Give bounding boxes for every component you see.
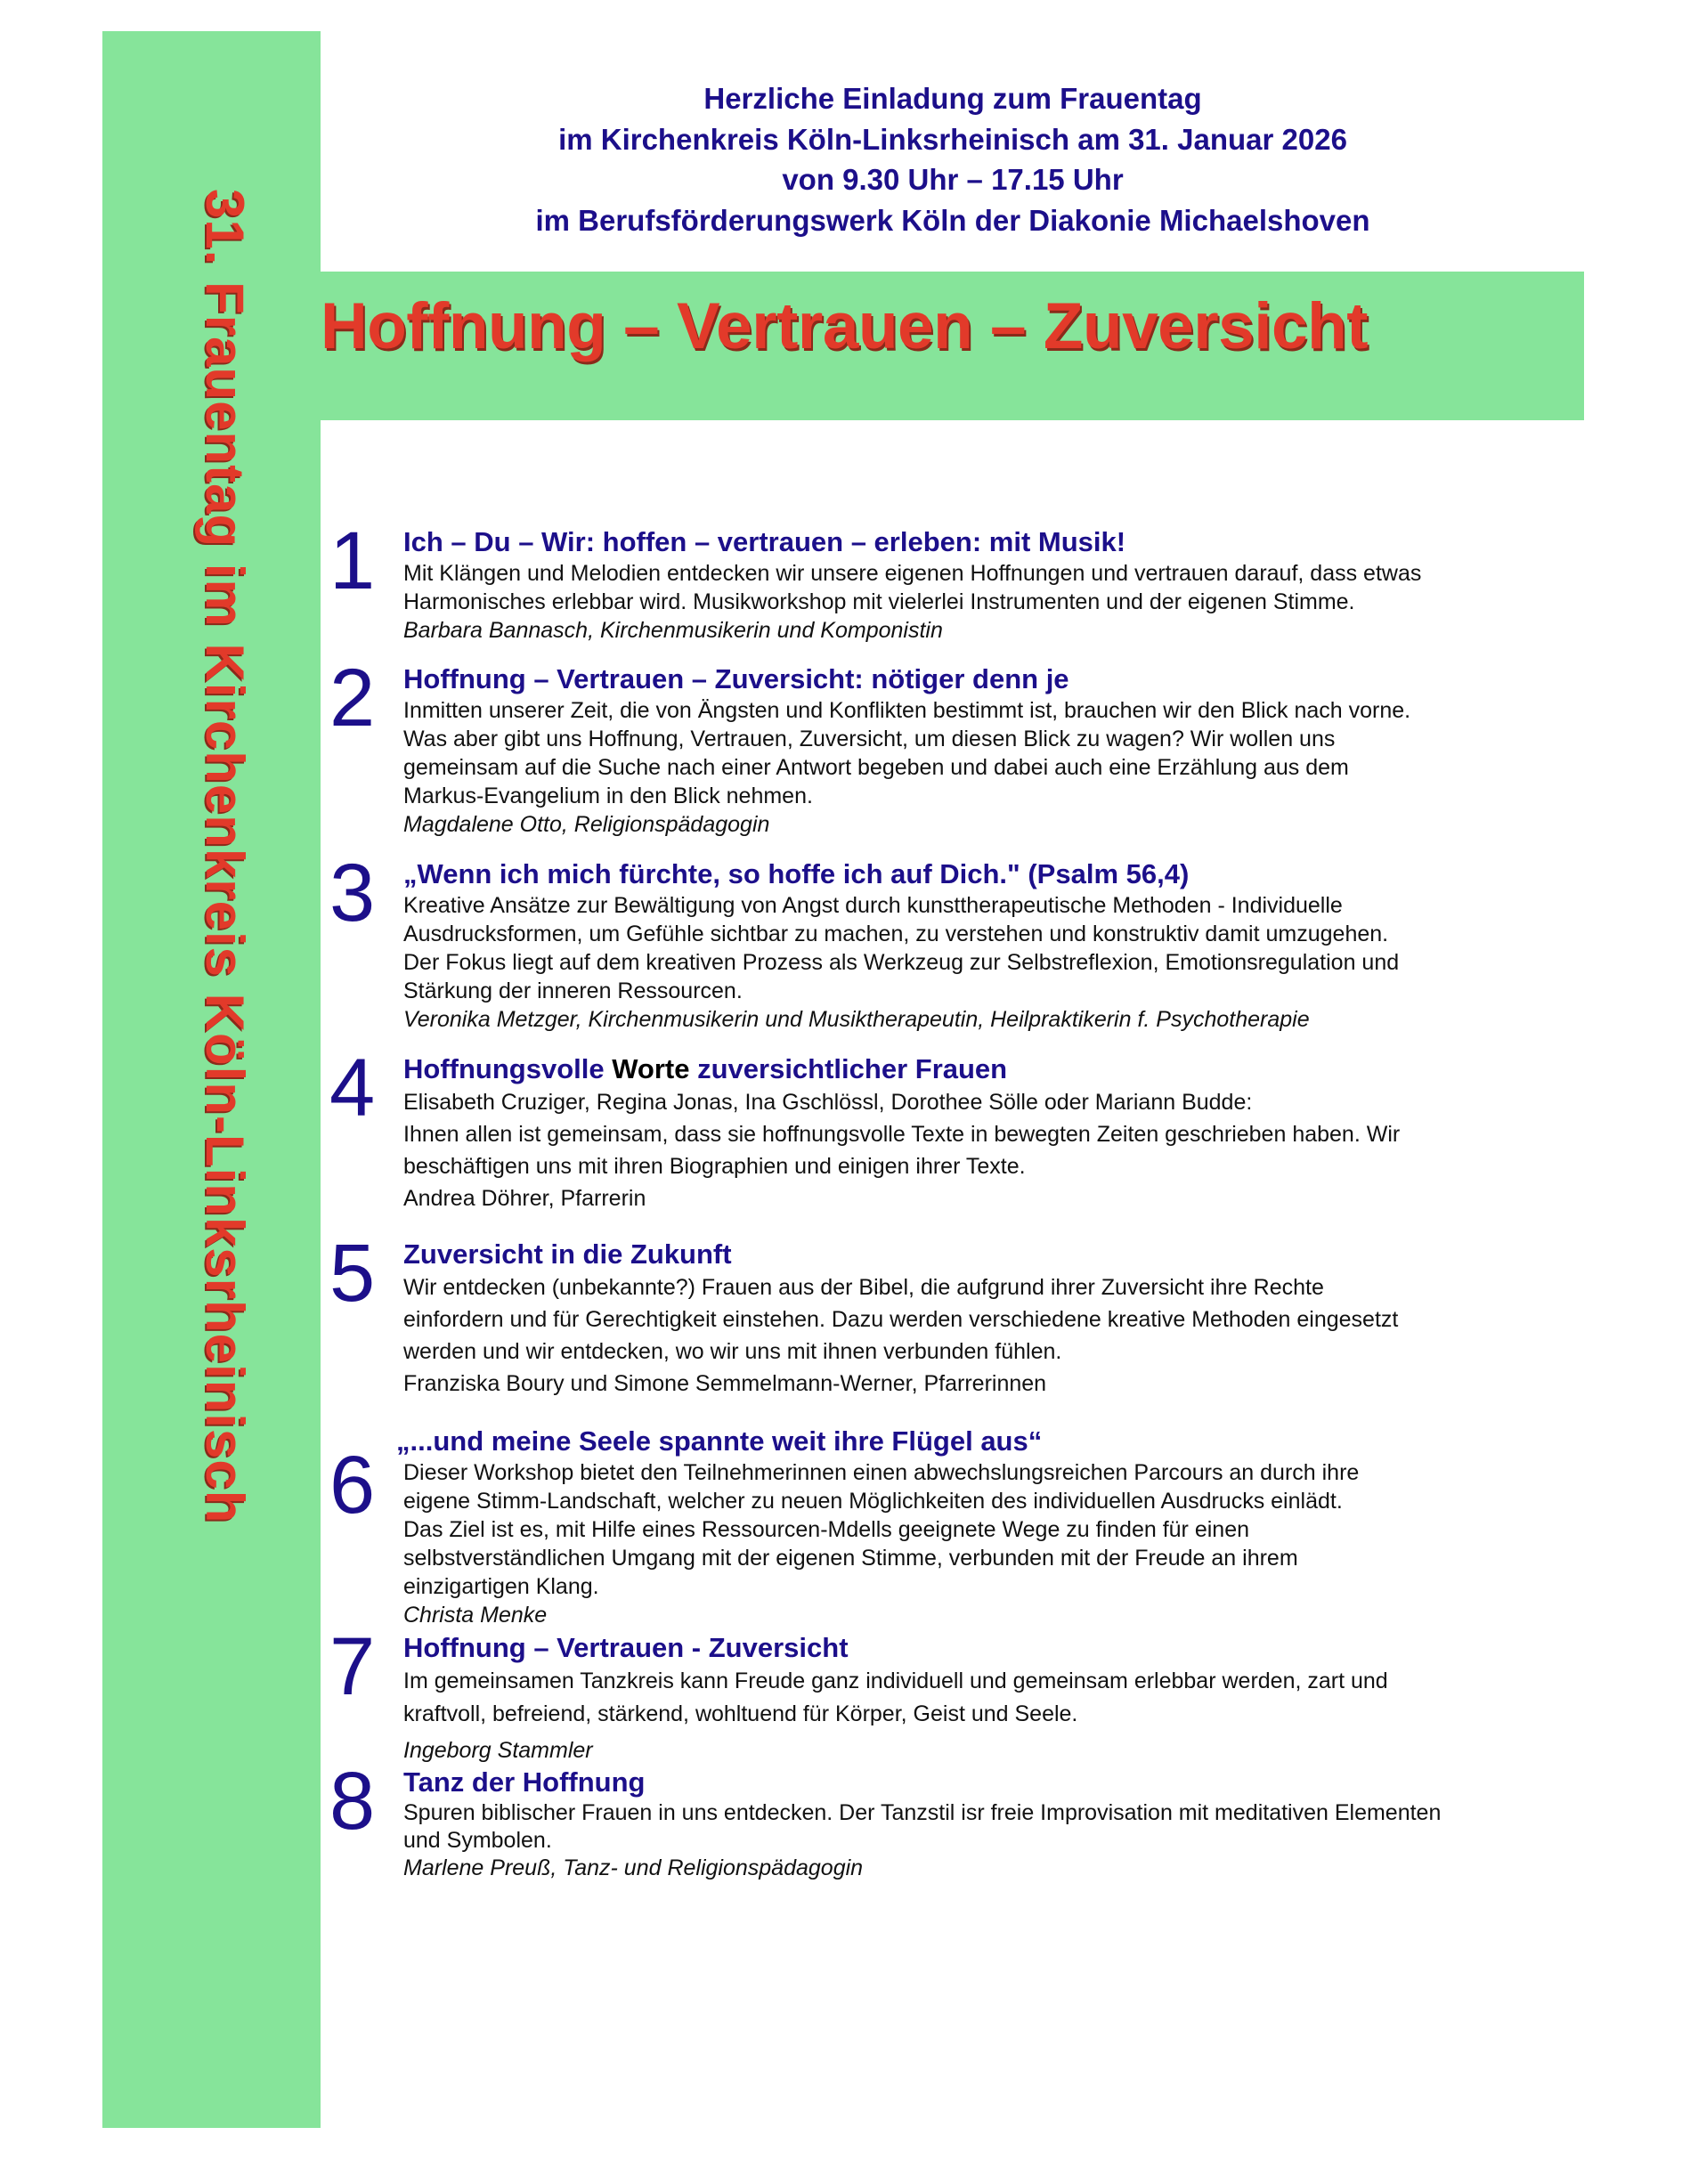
workshop-content bbox=[403, 662, 1410, 839]
workshop-leader: Franziska Boury und Simone Semmelmann-Werner, Pfarrerinnen bbox=[403, 1371, 1047, 1396]
workshop-description-line: Was aber gibt uns Hoffnung, Vertrauen, Zuversicht, um diesen Blick zu wagen? Wir wollen uns bbox=[403, 727, 1336, 751]
invitation-header bbox=[321, 78, 1585, 240]
workshop-title-part: Hoffnung – Vertrauen – Zuversicht: nötiger denn je bbox=[403, 663, 1069, 694]
workshop-number: 7 bbox=[329, 1621, 376, 1712]
workshop-description-line: Elisabeth Cruziger, Regina Jonas, Ina Gschlössl, Dorothee Sölle oder Mariann Budde: bbox=[403, 1090, 1253, 1115]
workshop-description-line: Kreative Ansätze zur Bewältigung von Angst durch kunsttherapeutische Methoden - Individuelle bbox=[403, 893, 1343, 918]
workshop-title-part: Worte bbox=[612, 1053, 690, 1084]
workshop-number: 5 bbox=[329, 1228, 376, 1319]
workshop-description-line: Wir entdecken (unbekannte?) Frauen aus der Bibel, die aufgrund ihrer Zuversicht ihre Rechte bbox=[403, 1275, 1324, 1300]
workshop-title bbox=[403, 1631, 1388, 1665]
workshop-title bbox=[403, 1766, 1441, 1799]
workshop-description-line: Das Ziel ist es, mit Hilfe eines Ressourcen-Mdells geeignete Wege zu finden für einen bbox=[403, 1517, 1249, 1542]
workshop-title-part: „...und meine Seele spannte weit ihre Flügel aus“ bbox=[396, 1425, 1043, 1457]
workshop-description-line: einzigartigen Klang. bbox=[403, 1574, 599, 1599]
workshop-number: 3 bbox=[329, 848, 376, 938]
workshop-title-part: Hoffnung – Vertrauen - Zuversicht bbox=[403, 1632, 849, 1663]
workshop-title-part: Zuversicht in die Zukunft bbox=[403, 1238, 732, 1270]
workshop-description-line: Der Fokus liegt auf dem kreativen Prozess als Werkzeug zur Selbstreflexion, Emotionsregulation und bbox=[403, 950, 1400, 975]
workshop-title bbox=[403, 662, 1410, 696]
workshop-title bbox=[403, 525, 1421, 559]
workshop-number: 8 bbox=[329, 1756, 376, 1847]
workshop-title bbox=[403, 857, 1399, 891]
workshop-number: 1 bbox=[329, 516, 376, 606]
motto-title: Hoffnung – Vertrauen – Zuversicht bbox=[321, 290, 1369, 362]
vertical-event-title: 31. Frauentag im Kirchenkreis Köln-Linksrheinisch bbox=[195, 189, 255, 1524]
workshop-content bbox=[403, 1238, 1398, 1400]
workshop-content bbox=[396, 1425, 1359, 1629]
workshop-number: 6 bbox=[329, 1440, 376, 1530]
workshop-description-line: Harmonisches erlebbar wird. Musikworkshop mit vielerlei Instrumenten und der eigenen Stimme. bbox=[403, 589, 1355, 614]
header-line: Herzliche Einladung zum Frauentag bbox=[703, 82, 1202, 115]
header-line: im Berufsförderungswerk Köln der Diakonie Michaelshoven bbox=[535, 203, 1370, 237]
workshop-description-line: und Symbolen. bbox=[403, 1828, 552, 1853]
workshop-leader: Magdalene Otto, Religionspädagogin bbox=[403, 812, 770, 837]
workshop-description-line: Stärkung der inneren Ressourcen. bbox=[403, 978, 743, 1003]
workshop-title-part: zuversichtlicher Frauen bbox=[689, 1053, 1008, 1084]
workshop-description-line: Im gemeinsamen Tanzkreis kann Freude ganz individuell und gemeinsam erlebbar werden, zart und bbox=[403, 1668, 1388, 1693]
workshop-description-line: Ausdrucksformen, um Gefühle sichtbar zu machen, zu verstehen und konstruktiv damit umzugehen. bbox=[403, 922, 1389, 946]
workshop-content bbox=[403, 525, 1421, 645]
workshop-leader: Marlene Preuß, Tanz- und Religionspädagogin bbox=[403, 1855, 864, 1880]
header-line: im Kirchenkreis Köln-Linksrheinisch am 31. Januar 2026 bbox=[558, 122, 1347, 156]
workshop-description-line: Spuren biblischer Frauen in uns entdecken. Der Tanzstil isr freie Improvisation mit meditativen Elementen bbox=[403, 1800, 1442, 1825]
workshop-content bbox=[403, 857, 1399, 1034]
workshop-title-part: Hoffnungsvolle bbox=[403, 1053, 613, 1084]
workshop-leader: Barbara Bannasch, Kirchenmusikerin und Komponistin bbox=[403, 618, 943, 643]
workshop-title-part: Ich – Du – Wir: hoffen – vertrauen – erleben: mit Musik! bbox=[403, 526, 1126, 557]
workshop-description-line: gemeinsam auf die Suche nach einer Antwort begeben und dabei auch eine Erzählung aus dem bbox=[403, 755, 1349, 780]
workshop-content bbox=[403, 1766, 1441, 1882]
workshop-description-line: eigene Stimm-Landschaft, welcher zu neuen Möglichkeiten des individuellen Ausdrucks einlädt. bbox=[403, 1489, 1343, 1514]
workshop-description-line: einfordern und für Gerechtigkeit einstehen. Dazu werden verschiedene kreative Methoden eingesetzt bbox=[403, 1307, 1399, 1332]
motto-banner bbox=[321, 272, 1584, 420]
workshop-title-part: Tanz der Hoffnung bbox=[403, 1766, 646, 1798]
workshop-title-part: „Wenn ich mich fürchte, so hoffe ich auf Dich." (Psalm 56,4) bbox=[403, 858, 1190, 889]
workshop-description-line: Mit Klängen und Melodien entdecken wir unsere eigenen Hoffnungen und vertrauen darauf, dass etwas bbox=[403, 561, 1422, 586]
workshop-description-line: werden und wir entdecken, wo wir uns mit ihnen verbunden fühlen. bbox=[403, 1339, 1062, 1364]
workshop-leader: Ingeborg Stammler bbox=[403, 1738, 593, 1763]
workshop-leader: Veronika Metzger, Kirchenmusikerin und Musiktherapeutin, Heilpraktikerin f. Psychotherapie bbox=[403, 1007, 1310, 1032]
workshop-content bbox=[403, 1052, 1400, 1214]
workshop-title bbox=[396, 1425, 1359, 1458]
workshop-description-line: Ihnen allen ist gemeinsam, dass sie hoffnungsvolle Texte in bewegten Zeiten geschrieben haben. Wir bbox=[403, 1122, 1401, 1147]
workshop-description-line: selbstverständlichen Umgang mit der eigenen Stimme, verbunden mit der Freude an ihrem bbox=[403, 1546, 1298, 1571]
workshop-title bbox=[403, 1052, 1400, 1086]
workshop-description-line: kraftvoll, befreiend, stärkend, wohltuend für Körper, Geist und Seele. bbox=[403, 1701, 1078, 1726]
workshop-description-line: Inmitten unserer Zeit, die von Ängsten und Konflikten bestimmt ist, brauchen wir den Blick nach vorne. bbox=[403, 698, 1411, 723]
workshop-number: 2 bbox=[329, 653, 376, 743]
workshop-leader: Andrea Döhrer, Pfarrerin bbox=[403, 1186, 646, 1211]
workshop-number: 4 bbox=[329, 1043, 376, 1133]
workshop-description-line: Markus-Evangelium in den Blick nehmen. bbox=[403, 783, 813, 808]
workshop-description-line: beschäftigen uns mit ihren Biographien und einigen ihrer Texte. bbox=[403, 1154, 1026, 1179]
workshop-title bbox=[403, 1238, 1398, 1271]
workshop-leader: Christa Menke bbox=[403, 1603, 548, 1628]
header-line: von 9.30 Uhr – 17.15 Uhr bbox=[782, 163, 1124, 196]
workshop-description-line: Dieser Workshop bietet den Teilnehmerinnen einen abwechslungsreichen Parcours an durch ihre bbox=[403, 1460, 1360, 1485]
workshop-content bbox=[403, 1631, 1388, 1767]
